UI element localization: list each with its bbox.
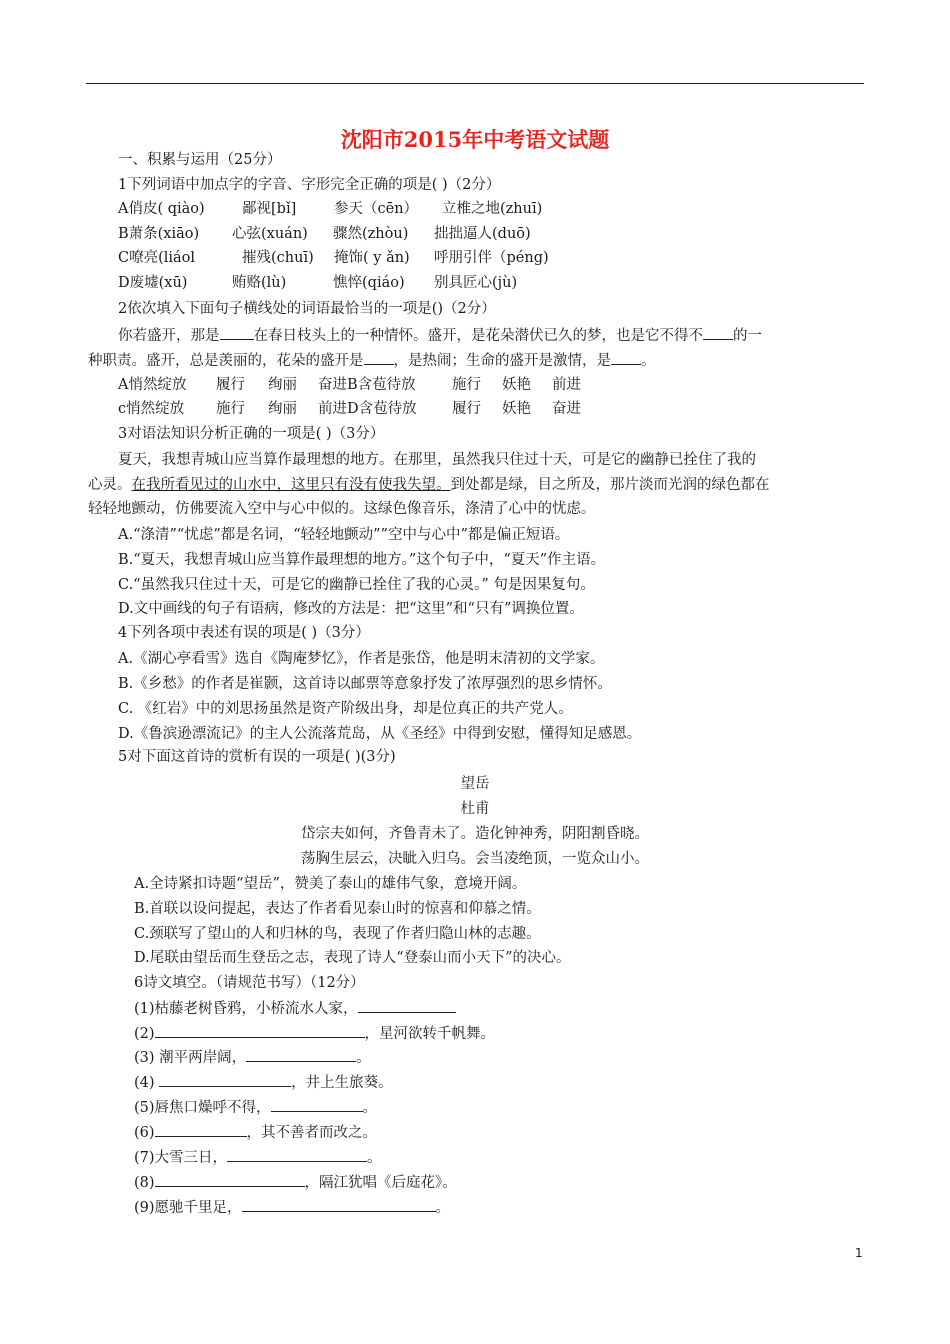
q3-option-d: D.文中画线的句子有语病，修改的方法是：把“这里”和“只有”调换位置。 [118, 601, 584, 617]
q6-item-9: (9)愿驰千里足， 。 [134, 1197, 450, 1218]
header-rule [86, 83, 864, 84]
q2-passage-line1: 你若盛开，那是 在春日枝头上的一种情怀。盛开，是花朵潜伏已久的梦，也是它不得不 的一 [118, 325, 762, 346]
q4-option-a: A.《湖心亭看雪》选自《陶庵梦忆》，作者是张岱，他是明末清初的文学家。 [118, 651, 605, 667]
blank[interactable] [703, 325, 733, 340]
q4-option-b: B.《乡愁》的作者是崔颢，这首诗以邮票等意象抒发了浓厚强烈的思乡情怀。 [118, 676, 612, 692]
q3-option-b: B.“夏天，我想青城山应当算作最理想的地方。”这个句子中，“夏天”作主语。 [118, 552, 606, 568]
fill-blank[interactable] [159, 1072, 291, 1087]
q1-option-d: D废墟(xū) 贿赂(lù) 憔悴(qiáo) 别具匠心(jù) [118, 275, 518, 291]
fill-blank[interactable] [155, 1172, 305, 1187]
q3-passage-line1: 夏天，我想青城山应当算作最理想的地方。在那里，虽然我只住过十天，可是它的幽静已拴住了我的 [118, 452, 756, 468]
q4-option-d: D.《鲁滨逊漂流记》的主人公流落荒岛，从《圣经》中得到安慰，懂得知足感恩。 [118, 726, 642, 742]
q6-item-1: (1)枯藤老树昏鸦，小桥流水人家， [134, 998, 456, 1019]
q2-stem: 2依次填入下面句子横线处的词语最恰当的一项是()（2分） [118, 301, 496, 317]
fill-blank[interactable] [155, 1122, 247, 1137]
q6-item-8: (8) ，隔江犹唱《后庭花》。 [134, 1172, 457, 1193]
q3-option-c: C.“虽然我只住过十天，可是它的幽静已拴住了我的心灵。” 句是因果复句。 [118, 577, 595, 593]
q6-item-7: (7)大雪三日， 。 [134, 1147, 382, 1168]
q6-item-5: (5)唇焦口燥呼不得， 。 [134, 1097, 377, 1118]
q3-passage-line3: 轻轻地颤动，仿佛要流入空中与心中似的。这绿色像音乐，涤清了心中的忧虑。 [88, 501, 596, 517]
fill-blank[interactable] [358, 998, 456, 1013]
q6-stem: 6诗文填空。（请规范书写）（12分） [134, 975, 365, 991]
q1-stem: 1下列词语中加点字的字音、字形完全正确的项是( )（2分） [118, 177, 501, 193]
poem-author: 杜甫 [460, 801, 490, 817]
q1-option-c: C嘹亮(liáol 摧残(chuī) 掩饰( y ǎn) 呼朋引伴（péng) [118, 250, 549, 266]
blank[interactable] [364, 350, 394, 365]
q2-options-ab: A悄然绽放 履行 绚丽 奋进B含苞待放 施行 妖艳 前进 [118, 377, 581, 393]
section-heading: 一、积累与运用（25分） [118, 152, 282, 168]
q2-passage-line2: 种职责。盛开，总是羡丽的，花朵的盛开是 ，是热闹；生命的盛开是激情，是 。 [88, 350, 656, 371]
fill-blank[interactable] [242, 1197, 436, 1212]
q3-stem: 3对语法知识分析正确的一项是( )（3分） [118, 426, 385, 442]
poem-title: 望岳 [460, 776, 490, 792]
q1-option-a: A俏皮( qiào) 鄙视[bǐ] 参天（cēn） 立椎之地(zhuī) [118, 201, 543, 217]
q5-option-b: B.首联以设问提起，表达了作者看见泰山时的惊喜和仰慕之情。 [134, 901, 541, 917]
page-number: 1 [855, 1246, 863, 1260]
q1-option-b: B萧条(xiāo) 心弦(xuán) 骤然(zhòu) 拙拙逼人(duō) [118, 226, 531, 242]
blank[interactable] [220, 325, 254, 340]
page-title: 沈阳市2015年中考语文试题 [340, 127, 610, 152]
q3-passage-line2: 心灵。在我所看见过的山水中，这里只有没有使我失望。到处都是绿，目之所及，那片淡而光润的绿色都在 [88, 477, 770, 493]
blank[interactable] [611, 350, 641, 365]
q3-option-a: A.“涤清”“忧虑”都是名词，“轻轻地颤动””空中与心中”都是偏正短语。 [118, 527, 570, 543]
fill-blank[interactable] [155, 1023, 365, 1038]
q6-item-6: (6) ，其不善者而改之。 [134, 1122, 377, 1143]
fill-blank[interactable] [227, 1147, 367, 1162]
q6-item-3: (3) 潮平两岸阔， 。 [134, 1047, 371, 1068]
poem-line-1: 岱宗夫如何，齐鲁青未了。造化钟神秀，阴阳割昏晓。 [301, 826, 649, 842]
q6-item-4: (4) ，井上生旅葵。 [134, 1072, 393, 1093]
q5-stem: 5对下面这首诗的赏析有误的一项是( )(3分) [118, 749, 396, 765]
q4-option-c: C. 《红岩》中的刘思扬虽然是资产阶级出身，却是位真正的共产党人。 [118, 701, 573, 717]
fill-blank[interactable] [246, 1047, 356, 1062]
underlined-sentence: 在我所看见过的山水中，这里只有没有使我失望。 [131, 477, 451, 493]
q2-options-cd: c悄然绽放 施行 绚丽 前进D含苞待放 履行 妖艳 奋进 [118, 401, 581, 417]
q5-option-a: A.全诗紧扣诗题“望岳”，赞美了泰山的雄伟气象，意境开阔。 [134, 876, 527, 892]
q4-stem: 4下列各项中表述有误的项是( )（3分） [118, 625, 370, 641]
q5-option-c: C.颈联写了望山的人和归林的鸟，表现了作者归隐山林的志趣。 [134, 926, 541, 942]
fill-blank[interactable] [271, 1097, 363, 1112]
q6-item-2: (2) ，星河欲转千帆舞。 [134, 1023, 495, 1044]
q5-option-d: D.尾联由望岳而生登岳之志，表现了诗人“登泰山而小天下”的决心。 [134, 950, 571, 966]
poem-line-2: 荡胸生层云，决眦入归乌。会当凌绝顶，一览众山小。 [301, 851, 649, 867]
